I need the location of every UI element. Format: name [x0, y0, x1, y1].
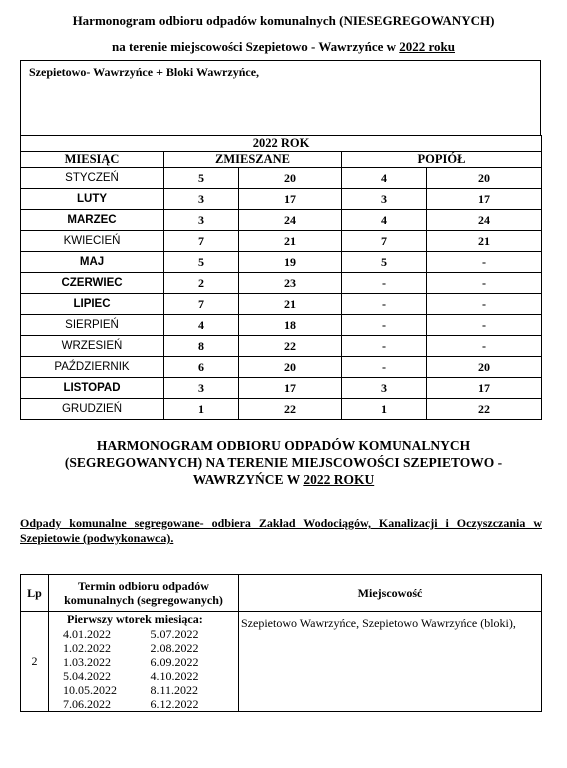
month-name: LISTOPAD	[21, 378, 164, 399]
title-line-2	[0, 39, 567, 55]
ash-date-2: 17	[427, 189, 542, 210]
location-box	[20, 60, 541, 136]
ash-date-1: 3	[342, 189, 427, 210]
title-line-2-text: na terenie miejscowości Szepietowo - Wawrzyńce w	[111, 39, 400, 54]
header-lp: Lp	[21, 575, 49, 612]
month-name: MAJ	[21, 252, 164, 273]
ash-date-2: -	[427, 336, 542, 357]
mixed-date-1: 1	[164, 399, 239, 420]
pickup-date-row	[49, 655, 238, 669]
ash-date-2: -	[427, 315, 542, 336]
mixed-date-1: 8	[164, 336, 239, 357]
month-row	[21, 357, 542, 378]
mixed-date-1: 5	[164, 252, 239, 273]
mixed-date-1: 3	[164, 210, 239, 231]
segregated-heading-line-1: HARMONOGRAM ODBIORU ODPADÓW KOMUNALNYCH	[96, 438, 471, 453]
pickup-date-row	[49, 641, 238, 655]
month-row	[21, 252, 542, 273]
ash-date-1: -	[342, 336, 427, 357]
ash-date-1: 5	[342, 252, 427, 273]
pickup-date: 1.03.2022	[63, 655, 111, 669]
ash-date-2: 22	[427, 399, 542, 420]
month-row	[21, 315, 542, 336]
pickup-date-row	[49, 627, 238, 641]
pickup-date: 8.11.2022	[150, 683, 199, 697]
month-row	[21, 189, 542, 210]
ash-date-1: -	[342, 294, 427, 315]
pickup-date-row	[49, 697, 238, 711]
pickup-date: 5.04.2022	[63, 669, 111, 683]
mixed-date-2: 24	[239, 210, 342, 231]
segregated-heading-line-2: (SEGREGOWANYCH) NA TERENIE MIEJSCOWOŚCI SZEPIETOWO -	[64, 455, 503, 470]
month-name: WRZESIEŃ	[21, 336, 164, 357]
pickup-date: 4.01.2022	[63, 627, 111, 641]
mixed-date-2: 21	[239, 231, 342, 252]
month-row	[21, 273, 542, 294]
mixed-date-1: 3	[164, 189, 239, 210]
pickup-date-row	[49, 683, 238, 697]
segregated-row	[21, 612, 542, 712]
mixed-date-1: 6	[164, 357, 239, 378]
collector-note: Odpady komunalne segregowane- odbiera Zakład Wodociągów, Kanalizacji i Oczyszczania w Szepietowie (podwykonawca).	[20, 516, 542, 545]
month-name: SIERPIEŃ	[21, 315, 164, 336]
mixed-date-2: 21	[239, 294, 342, 315]
year-header: 2022 ROK	[21, 136, 542, 152]
mixed-waste-schedule-table	[20, 135, 542, 420]
segregated-schedule-table	[20, 574, 542, 712]
ash-date-1: -	[342, 357, 427, 378]
segregated-heading	[0, 437, 567, 488]
column-header-row	[21, 152, 542, 168]
pickup-date: 1.02.2022	[63, 641, 111, 655]
location-text: Szepietowo- Wawrzyńce + Bloki Wawrzyńce,	[29, 65, 260, 79]
month-name: GRUDZIEŃ	[21, 399, 164, 420]
month-row	[21, 399, 542, 420]
month-name: KWIECIEŃ	[21, 231, 164, 252]
ash-date-1: 7	[342, 231, 427, 252]
header-place: Miejscowość	[239, 575, 542, 612]
month-name: CZERWIEC	[21, 273, 164, 294]
title-line-1: Harmonogram odbioru odpadów komunalnych (NIESEGREGOWANYCH)	[72, 13, 495, 28]
ash-date-2: -	[427, 273, 542, 294]
ash-date-1: 3	[342, 378, 427, 399]
segregated-heading-line-3-text: WAWRZYŃCE W	[192, 472, 304, 487]
mixed-date-1: 2	[164, 273, 239, 294]
ash-date-1: 4	[342, 210, 427, 231]
mixed-date-1: 5	[164, 168, 239, 189]
mixed-date-1: 4	[164, 315, 239, 336]
ash-date-2: 20	[427, 357, 542, 378]
title-line-2-year: 2022 roku	[399, 39, 455, 54]
segregated-heading-year: 2022 ROKU	[303, 472, 375, 487]
pickup-date: 2.08.2022	[150, 641, 199, 655]
header-ash: POPIÓŁ	[342, 152, 542, 168]
pickup-dates	[49, 612, 239, 712]
month-name: STYCZEŃ	[21, 168, 164, 189]
segregated-heading-line-3	[0, 471, 567, 488]
mixed-date-2: 17	[239, 378, 342, 399]
ash-date-2: -	[427, 294, 542, 315]
mixed-date-1: 3	[164, 378, 239, 399]
header-month: MIESIĄC	[21, 152, 164, 168]
ash-date-2: 20	[427, 168, 542, 189]
header-mixed: ZMIESZANE	[164, 152, 342, 168]
year-header-row	[21, 136, 542, 152]
mixed-date-2: 20	[239, 357, 342, 378]
mixed-date-2: 18	[239, 315, 342, 336]
pickup-date: 6.09.2022	[150, 655, 199, 669]
mixed-date-1: 7	[164, 294, 239, 315]
month-name: MARZEC	[21, 210, 164, 231]
mixed-date-2: 22	[239, 399, 342, 420]
pickup-dates-title: Pierwszy wtorek miesiąca:	[67, 612, 203, 626]
pickup-date: 5.07.2022	[150, 627, 199, 641]
ash-date-1: -	[342, 315, 427, 336]
pickup-date: 4.10.2022	[150, 669, 199, 683]
ash-date-2: 24	[427, 210, 542, 231]
mixed-date-1: 7	[164, 231, 239, 252]
month-row	[21, 294, 542, 315]
month-name: PAŹDZIERNIK	[21, 357, 164, 378]
mixed-date-2: 19	[239, 252, 342, 273]
pickup-date: 6.12.2022	[150, 697, 199, 711]
ash-date-1: 1	[342, 399, 427, 420]
header-term	[49, 575, 239, 612]
mixed-date-2: 23	[239, 273, 342, 294]
ash-date-1: -	[342, 273, 427, 294]
row-lp: 2	[21, 612, 49, 712]
ash-date-1: 4	[342, 168, 427, 189]
month-name: LIPIEC	[21, 294, 164, 315]
mixed-date-2: 17	[239, 189, 342, 210]
pickup-date-row	[49, 669, 238, 683]
mixed-date-2: 22	[239, 336, 342, 357]
month-row	[21, 378, 542, 399]
mixed-date-2: 20	[239, 168, 342, 189]
pickup-date: 7.06.2022	[63, 697, 111, 711]
segregated-header-row	[21, 575, 542, 612]
place-cell: Szepietowo Wawrzyńce, Szepietowo Wawrzyńce (bloki),	[239, 612, 542, 712]
header-term-line-1: Termin odbioru odpadów	[78, 579, 209, 593]
month-row	[21, 231, 542, 252]
ash-date-2: -	[427, 252, 542, 273]
pickup-date: 10.05.2022	[63, 683, 117, 697]
month-row	[21, 210, 542, 231]
header-term-line-2: komunalnych (segregowanych)	[64, 593, 223, 607]
month-name: LUTY	[21, 189, 164, 210]
month-row	[21, 168, 542, 189]
month-row	[21, 336, 542, 357]
ash-date-2: 17	[427, 378, 542, 399]
ash-date-2: 21	[427, 231, 542, 252]
